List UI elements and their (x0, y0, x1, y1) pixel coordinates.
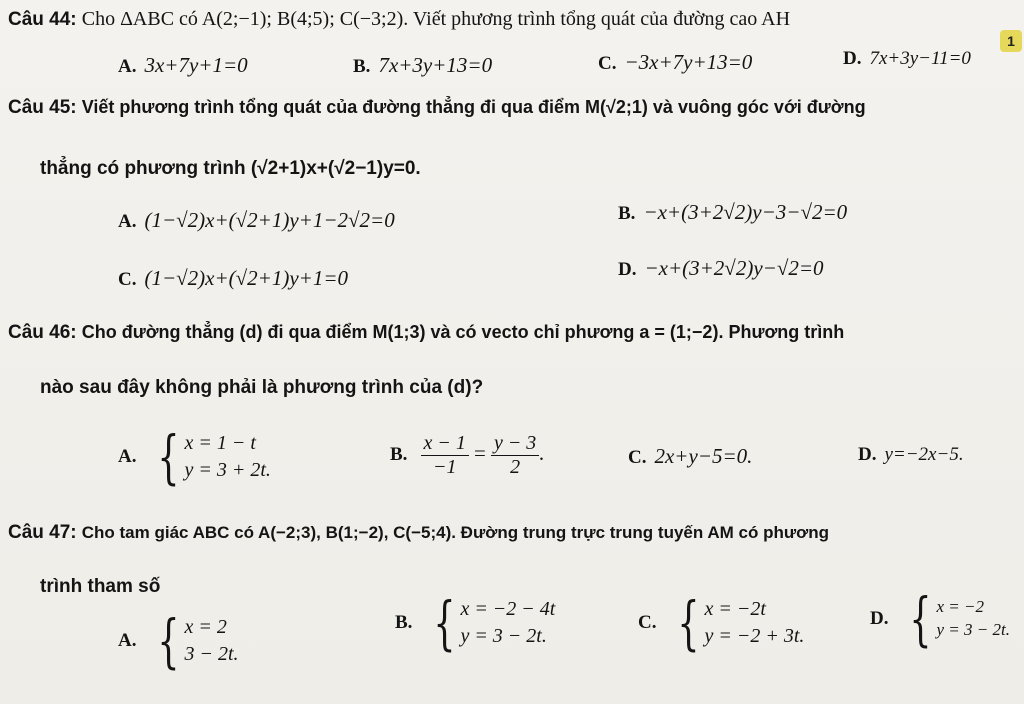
option-b[interactable]: B. −x+(3+2√2)y−3−√2=0 (618, 200, 848, 224)
option-b[interactable]: B. 7x+3y+13=0 (353, 53, 493, 77)
option-a[interactable]: A. { x = 1 − t y = 3 + 2t. (118, 423, 271, 491)
question-number: Câu 46: (8, 322, 77, 343)
question-47-cont: trình tham số (40, 576, 161, 597)
option-c[interactable]: C. −3x+7y+13=0 (598, 50, 753, 74)
option-c[interactable]: C. 2x+y−5=0. (628, 444, 753, 468)
option-a[interactable]: A. (1−√2)x+(√2+1)y+1−2√2=0 (118, 208, 395, 232)
question-number: Câu 45: (8, 97, 77, 118)
question-number: Câu 44: (8, 9, 77, 30)
question-45 (8, 97, 866, 119)
question-number: Câu 47: (8, 522, 77, 543)
option-a[interactable]: A. 3x+7y+1=0 (118, 53, 248, 77)
option-a[interactable]: A. { x = 2 3 − 2t. (118, 607, 239, 675)
question-text: Cho tam giác ABC có A(−2;3), B(1;−2), C(−5;4). Đường trung trực trung tuyến AM có phương (81, 523, 830, 542)
option-c[interactable]: C. (1−√2)x+(√2+1)y+1=0 (118, 266, 349, 290)
option-c[interactable]: C. { x = −2t y = −2 + 3t. (638, 589, 805, 657)
option-b[interactable]: B. { x = −2 − 4t y = 3 − 2t. (395, 589, 556, 657)
question-46 (8, 322, 844, 344)
option-d[interactable]: D. { x = −2 y = 3 − 2t. (870, 585, 1010, 653)
question-46-cont: nào sau đây không phải là phương trình của (d)? (40, 377, 484, 398)
option-d[interactable]: D. y=−2x−5. (858, 444, 964, 465)
option-b[interactable]: B. $\frac{x - 1}{-1}$ = $\frac{y - 3}{2}$ . (390, 432, 545, 478)
option-d[interactable]: D. −x+(3+2√2)y−√2=0 (618, 256, 824, 280)
question-45-cont: thẳng có phương trình (√2+1)x+(√2−1)y=0. (40, 158, 421, 179)
option-d[interactable]: D. 7x+3y−11=0 (843, 48, 971, 69)
question-47 (8, 522, 829, 544)
question-text: Cho ΔABC có A(2;−1); B(4;5); C(−3;2). Viết phương trình tổng quát của đường cao AH (81, 8, 791, 30)
question-text: Cho đường thẳng (d) đi qua điểm M(1;3) và có vecto chỉ phương a = (1;−2). Phương trình (81, 322, 845, 342)
question-text: Viết phương trình tổng quát của đường thẳng đi qua điểm M(√2;1) và vuông góc với đường (81, 97, 866, 117)
page-badge: 1 (1000, 30, 1022, 52)
question-44 (8, 8, 790, 31)
